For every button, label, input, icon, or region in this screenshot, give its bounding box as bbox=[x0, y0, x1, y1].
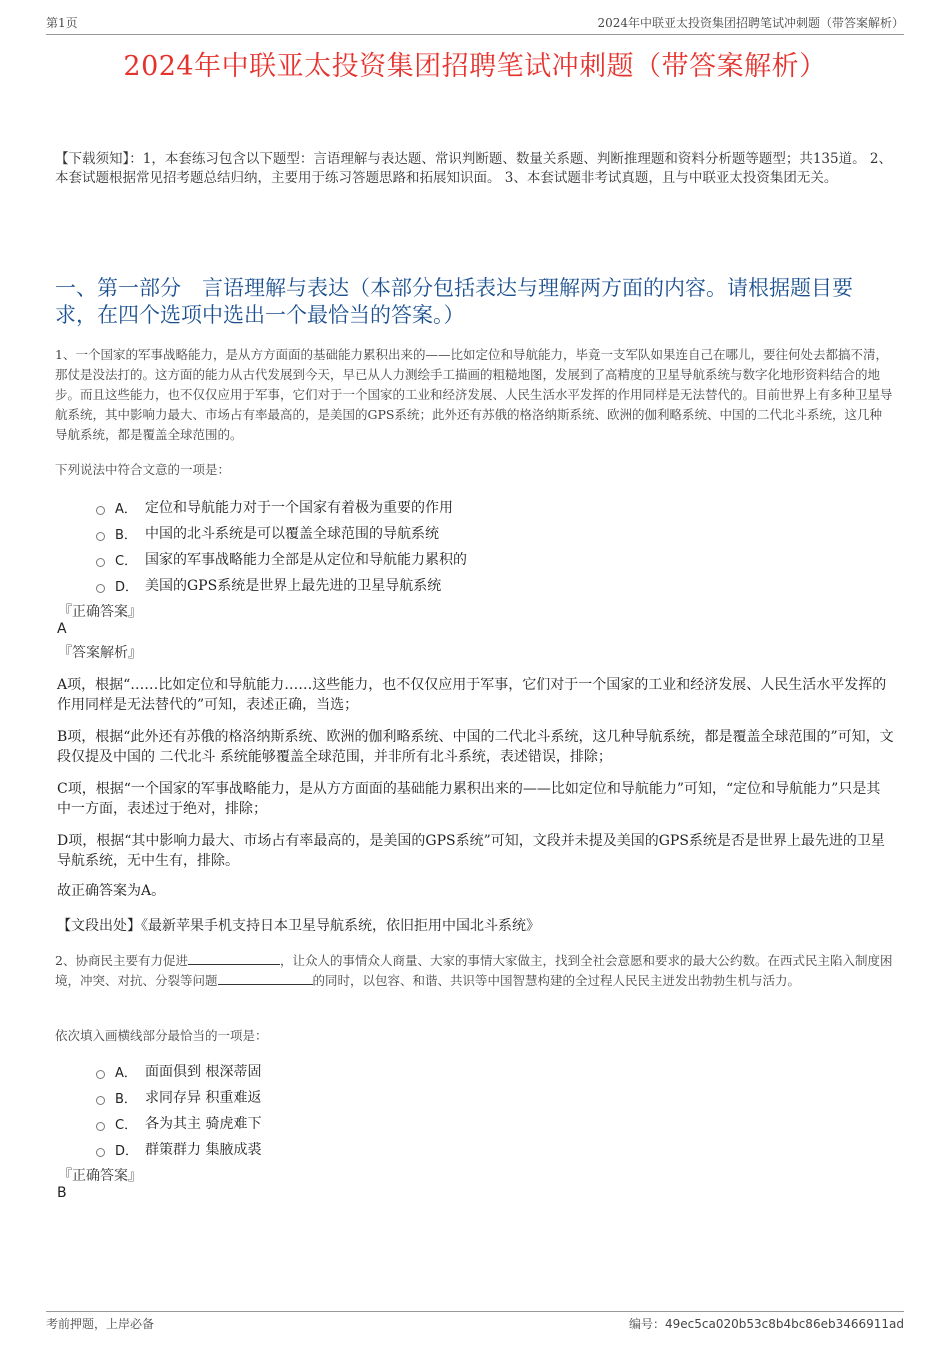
analysis-a: A项，根据“……比如定位和导航能力……这些能力，也不仅仅应用于军事，它们对于一个国家的工业和经济发展、人民生活水平发挥的作用同样是无法替代的”可知，表述正确，当选； bbox=[57, 677, 887, 713]
option-c[interactable]: C． 各为其主 骑虎难下 bbox=[96, 1110, 261, 1136]
option-c[interactable]: C． 国家的军事战略能力全部是从定位和导航能力累积的 bbox=[96, 546, 467, 572]
text-source: 【文段出处】《最新苹果手机支持日本卫星导航系统，依旧拒用中国北斗系统》 bbox=[57, 918, 540, 934]
radio-icon[interactable] bbox=[96, 1070, 105, 1079]
fill-blank-1[interactable] bbox=[188, 952, 280, 965]
radio-icon[interactable] bbox=[96, 1096, 105, 1105]
footer-code-label: 编号： bbox=[628, 1317, 665, 1331]
footer-slogan: 考前押题，上岸必备 bbox=[46, 1317, 155, 1331]
option-b[interactable]: B． 中国的北斗系统是可以覆盖全球范围的导航系统 bbox=[96, 520, 467, 546]
document-title: 2024年中联亚太投资集团招聘笔试冲刺题（带答案解析） bbox=[123, 51, 827, 82]
radio-icon[interactable] bbox=[96, 584, 105, 593]
option-a[interactable]: A． 定位和导航能力对于一个国家有着极为重要的作用 bbox=[96, 494, 467, 520]
analysis-label: 『答案解析』 bbox=[58, 645, 142, 661]
question-1-prompt: 下列说法中符合文意的一项是： bbox=[55, 462, 231, 477]
option-d[interactable]: D． 群策群力 集腋成裘 bbox=[96, 1136, 261, 1162]
question-2-text: 2、协商民主要有力促进 ，让众人的事情众人商量、大家的事情大家做主，找到全社会意愿和要求的最大公约数。在西式民主陷入制度困境，冲突、对抗、分裂等问题 的同时，以包容、和谐、共识等中国智慧构建的全过程人民民主迸发出勃勃生机与活力。 bbox=[55, 953, 893, 988]
question-1-text: 1、一个国家的军事战略能力，是从方方面面的基础能力累积出来的——比如定位和导航能力，毕竟一支军队如果连自己在哪儿，要往何处去都搞不清，那仗是没法打的。这方面的能力从古代发展到今天，早已从人力测绘手工描画的粗糙地图，发展到了高精度的卫星导航系统与数字化地形资料结合的地步。而且这些能力，也不仅仅应用于军事，它们对于一个国家的工业和经济发展、人民生活水平发挥的作用同样是无法替代的。目前世界上有多种卫星导航系统，其中影响力最大、市场占有率最高的，是美国的GPS系统；此外还有苏俄的格洛纳斯系统、欧洲的伽利略系统、中国的二代北斗系统，这几种导航系统，都是覆盖全球范围的。 bbox=[55, 347, 893, 442]
question-1-options bbox=[96, 494, 467, 598]
question-2-options bbox=[96, 1058, 261, 1162]
fill-blank-2[interactable] bbox=[218, 972, 313, 985]
footer-code: 49ec5ca020b53c8b4bc86eb3466911ad bbox=[664, 1317, 904, 1331]
analysis-c: C项，根据“一个国家的军事战略能力，是从方方面面的基础能力累积出来的——比如定位和导航能力”可知，“定位和导航能力”只是其中一方面，表述过于绝对，排除； bbox=[57, 781, 881, 817]
page-number: 第1页 bbox=[46, 16, 78, 30]
question-2-prompt: 依次填入画横线部分最恰当的一项是： bbox=[55, 1028, 268, 1043]
analysis-d: D项，根据“其中影响力最大、市场占有率最高的，是美国的GPS系统”可知，文段并未提及美国的GPS系统是否是世界上最先进的卫星导航系统，无中生有，排除。 bbox=[57, 833, 885, 869]
footer-code-wrap bbox=[629, 1315, 904, 1332]
download-notice: 【下载须知】：1，本套练习包含以下题型：言语理解与表达题、常识判断题、数量关系题、判断推理题和资料分析题等题型；共135道。 2、本套试题根据常见招考题总结归纳，主要用于练习答题思路和拓展知识面。 3、本套试题非考试真题，且与中联亚太投资集团无关。 bbox=[55, 151, 892, 186]
analysis-conclusion: 故正确答案为A。 bbox=[57, 883, 166, 899]
page-footer bbox=[46, 1311, 904, 1332]
header-doc-title: 2024年中联亚太投资集团招聘笔试冲刺题（带答案解析） bbox=[597, 16, 904, 30]
correct-answer: A bbox=[57, 621, 67, 637]
analysis-b: B项，根据“此外还有苏俄的格洛纳斯系统、欧洲的伽利略系统、中国的二代北斗系统，这几种导航系统，都是覆盖全球范围的”可知，文段仅提及中国的 二代北斗 系统能够覆盖全球范围，并非所有北斗系统，表述错误，排除； bbox=[57, 729, 894, 765]
option-d[interactable]: D． 美国的GPS系统是世界上最先进的卫星导航系统 bbox=[96, 572, 467, 598]
option-a[interactable]: A． 面面俱到 根深蒂固 bbox=[96, 1058, 261, 1084]
page-header bbox=[46, 14, 904, 35]
section-title: 一、第一部分 言语理解与表达（本部分包括表达与理解两方面的内容。请根据题目要求，在四个选项中选出一个最恰当的答案。） bbox=[55, 276, 853, 327]
radio-icon[interactable] bbox=[96, 1122, 105, 1131]
radio-icon[interactable] bbox=[96, 532, 105, 541]
correct-answer: B bbox=[57, 1185, 67, 1201]
answer-label: 『正确答案』 bbox=[58, 604, 142, 620]
answer-label: 『正确答案』 bbox=[58, 1168, 142, 1184]
option-b[interactable]: B． 求同存异 积重难返 bbox=[96, 1084, 261, 1110]
radio-icon[interactable] bbox=[96, 1148, 105, 1157]
radio-icon[interactable] bbox=[96, 506, 105, 515]
radio-icon[interactable] bbox=[96, 558, 105, 567]
